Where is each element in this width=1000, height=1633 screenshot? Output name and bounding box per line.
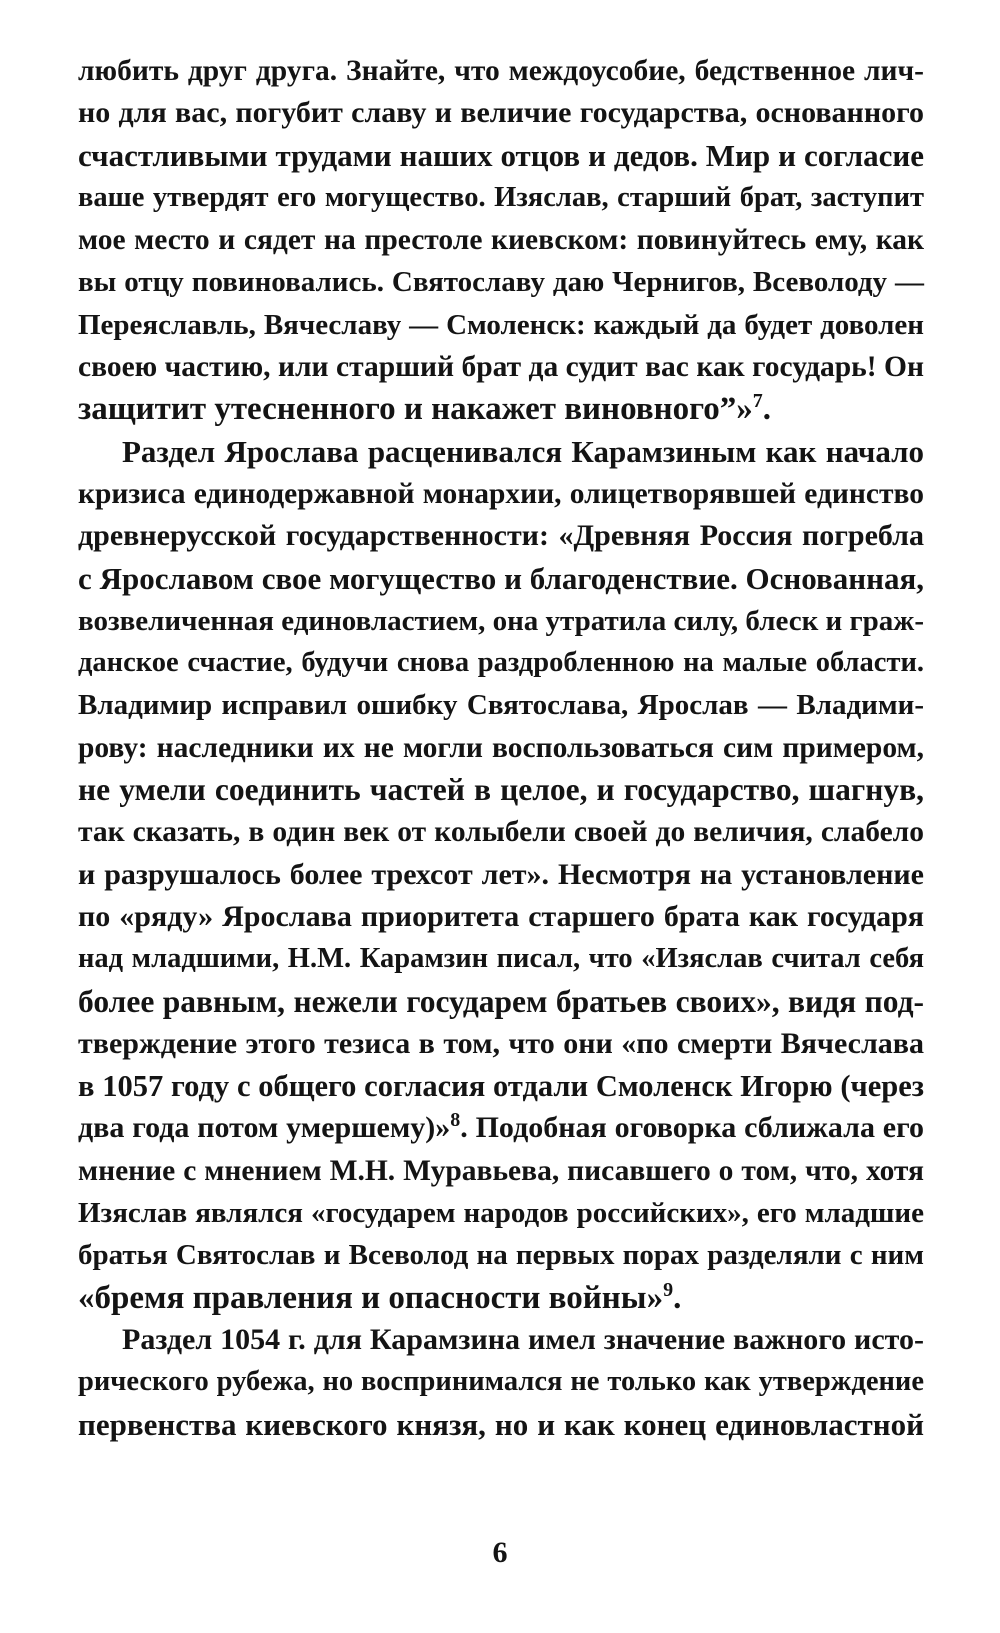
text-line: так сказать, в один век от колыбели своей до величия, слабело — [78, 816, 924, 849]
line-text: «бремя правления и опасности войны» — [78, 1279, 664, 1316]
text-line: не умели соединить частей в целое, и государство, шагнув, — [78, 772, 924, 808]
text-line: счастливыми трудами наших отцов и дедов. Мир и согласие — [78, 137, 924, 173]
text-line: Переяславль, Вячеславу — Смоленск: каждый да будет доволен — [78, 308, 924, 341]
line-tail: . — [673, 1279, 682, 1316]
text-line: вы отцу повиновались. Святославу даю Чернигов, Всеволоду — — [78, 266, 924, 299]
text-line: древнерусской государственности: «Древняя Россия погребла — [78, 519, 924, 553]
text-line: своею частию, или старший брат да судит вас как государь! Он — [78, 351, 924, 384]
paragraph-1 — [78, 50, 924, 431]
line-text: защитит утесненного и накажет виновного”» — [78, 391, 753, 428]
line-tail: . — [762, 391, 771, 428]
text-line: тверждение этого тезиса в том, что они «по смерти Вячеслава — [78, 1026, 924, 1060]
line-text: два года потом умершему)» — [78, 1111, 451, 1145]
text-line: любить друг друга. Знайте, что междоусобие, бедственное лич- — [78, 55, 924, 87]
text-line: мое место и сядет на престоле киевском: повинуйтесь ему, как — [78, 224, 924, 257]
text-line: и разрушалось более трехсот лет». Несмотря на установление — [78, 857, 924, 891]
text-line — [78, 1277, 924, 1319]
text-line: Раздел 1054 г. для Карамзина имел значение важного исто- — [122, 1322, 924, 1356]
paragraph-2 — [78, 431, 924, 1319]
text-line: но для вас, погубит славу и величие государства, основанного — [78, 96, 924, 130]
line-tail: . Подобная оговорка сближала его — [460, 1111, 924, 1145]
text-line: Раздел Ярослава расценивался Карамзиным как начало — [122, 433, 924, 469]
text-line: по «ряду» Ярослава приоритета старшего брата как государя — [78, 899, 924, 933]
text-line: мнение с мнением М.Н. Муравьева, писавшего о том, что, хотя — [78, 1154, 924, 1187]
text-line: Владимир исправил ошибку Святослава, Ярослав — Владими- — [78, 689, 924, 722]
page-body — [78, 50, 924, 1446]
text-line: Изяслав являлся «государем народов российских», его младшие — [78, 1197, 924, 1230]
text-line: данское счастие, будучи снова раздробленною на малые области. — [78, 647, 924, 679]
text-line: более равным, нежели государем братьев своих», видя под- — [78, 983, 924, 1019]
text-line — [78, 388, 924, 430]
text-line: над младшими, Н.М. Карамзин писал, что «Изяслав считал себя — [78, 943, 924, 975]
footnote-ref: 8 — [450, 1109, 461, 1132]
page-number: 6 — [492, 1536, 508, 1569]
text-line — [78, 1107, 924, 1149]
text-line: с Ярославом свое могущество и благоденствие. Основанная, — [78, 560, 924, 596]
footnote-ref: 7 — [752, 390, 763, 413]
text-line: ваше утвердят его могущество. Изяслав, старший брат, заступит — [78, 181, 924, 213]
footnote-ref: 9 — [663, 1278, 674, 1301]
text-line: возвеличенная единовластием, она утратила силу, блеск и граж- — [78, 604, 924, 637]
text-line: в 1057 году с общего согласия отдали Смоленск Игорю (через — [78, 1069, 924, 1104]
paragraph-3 — [78, 1319, 924, 1446]
text-line: рову: наследники их не могли воспользоваться сим примером, — [78, 731, 924, 764]
text-line: братья Святослав и Всеволод на первых порах разделяли с ним — [78, 1239, 924, 1272]
text-line: первенства киевского князя, но и как конец единовластной — [78, 1406, 924, 1442]
text-line: рического рубежа, но воспринимался не только как утверждение — [78, 1366, 924, 1398]
text-line: кризиса единодержавной монархии, олицетворявшей единство — [78, 477, 924, 510]
